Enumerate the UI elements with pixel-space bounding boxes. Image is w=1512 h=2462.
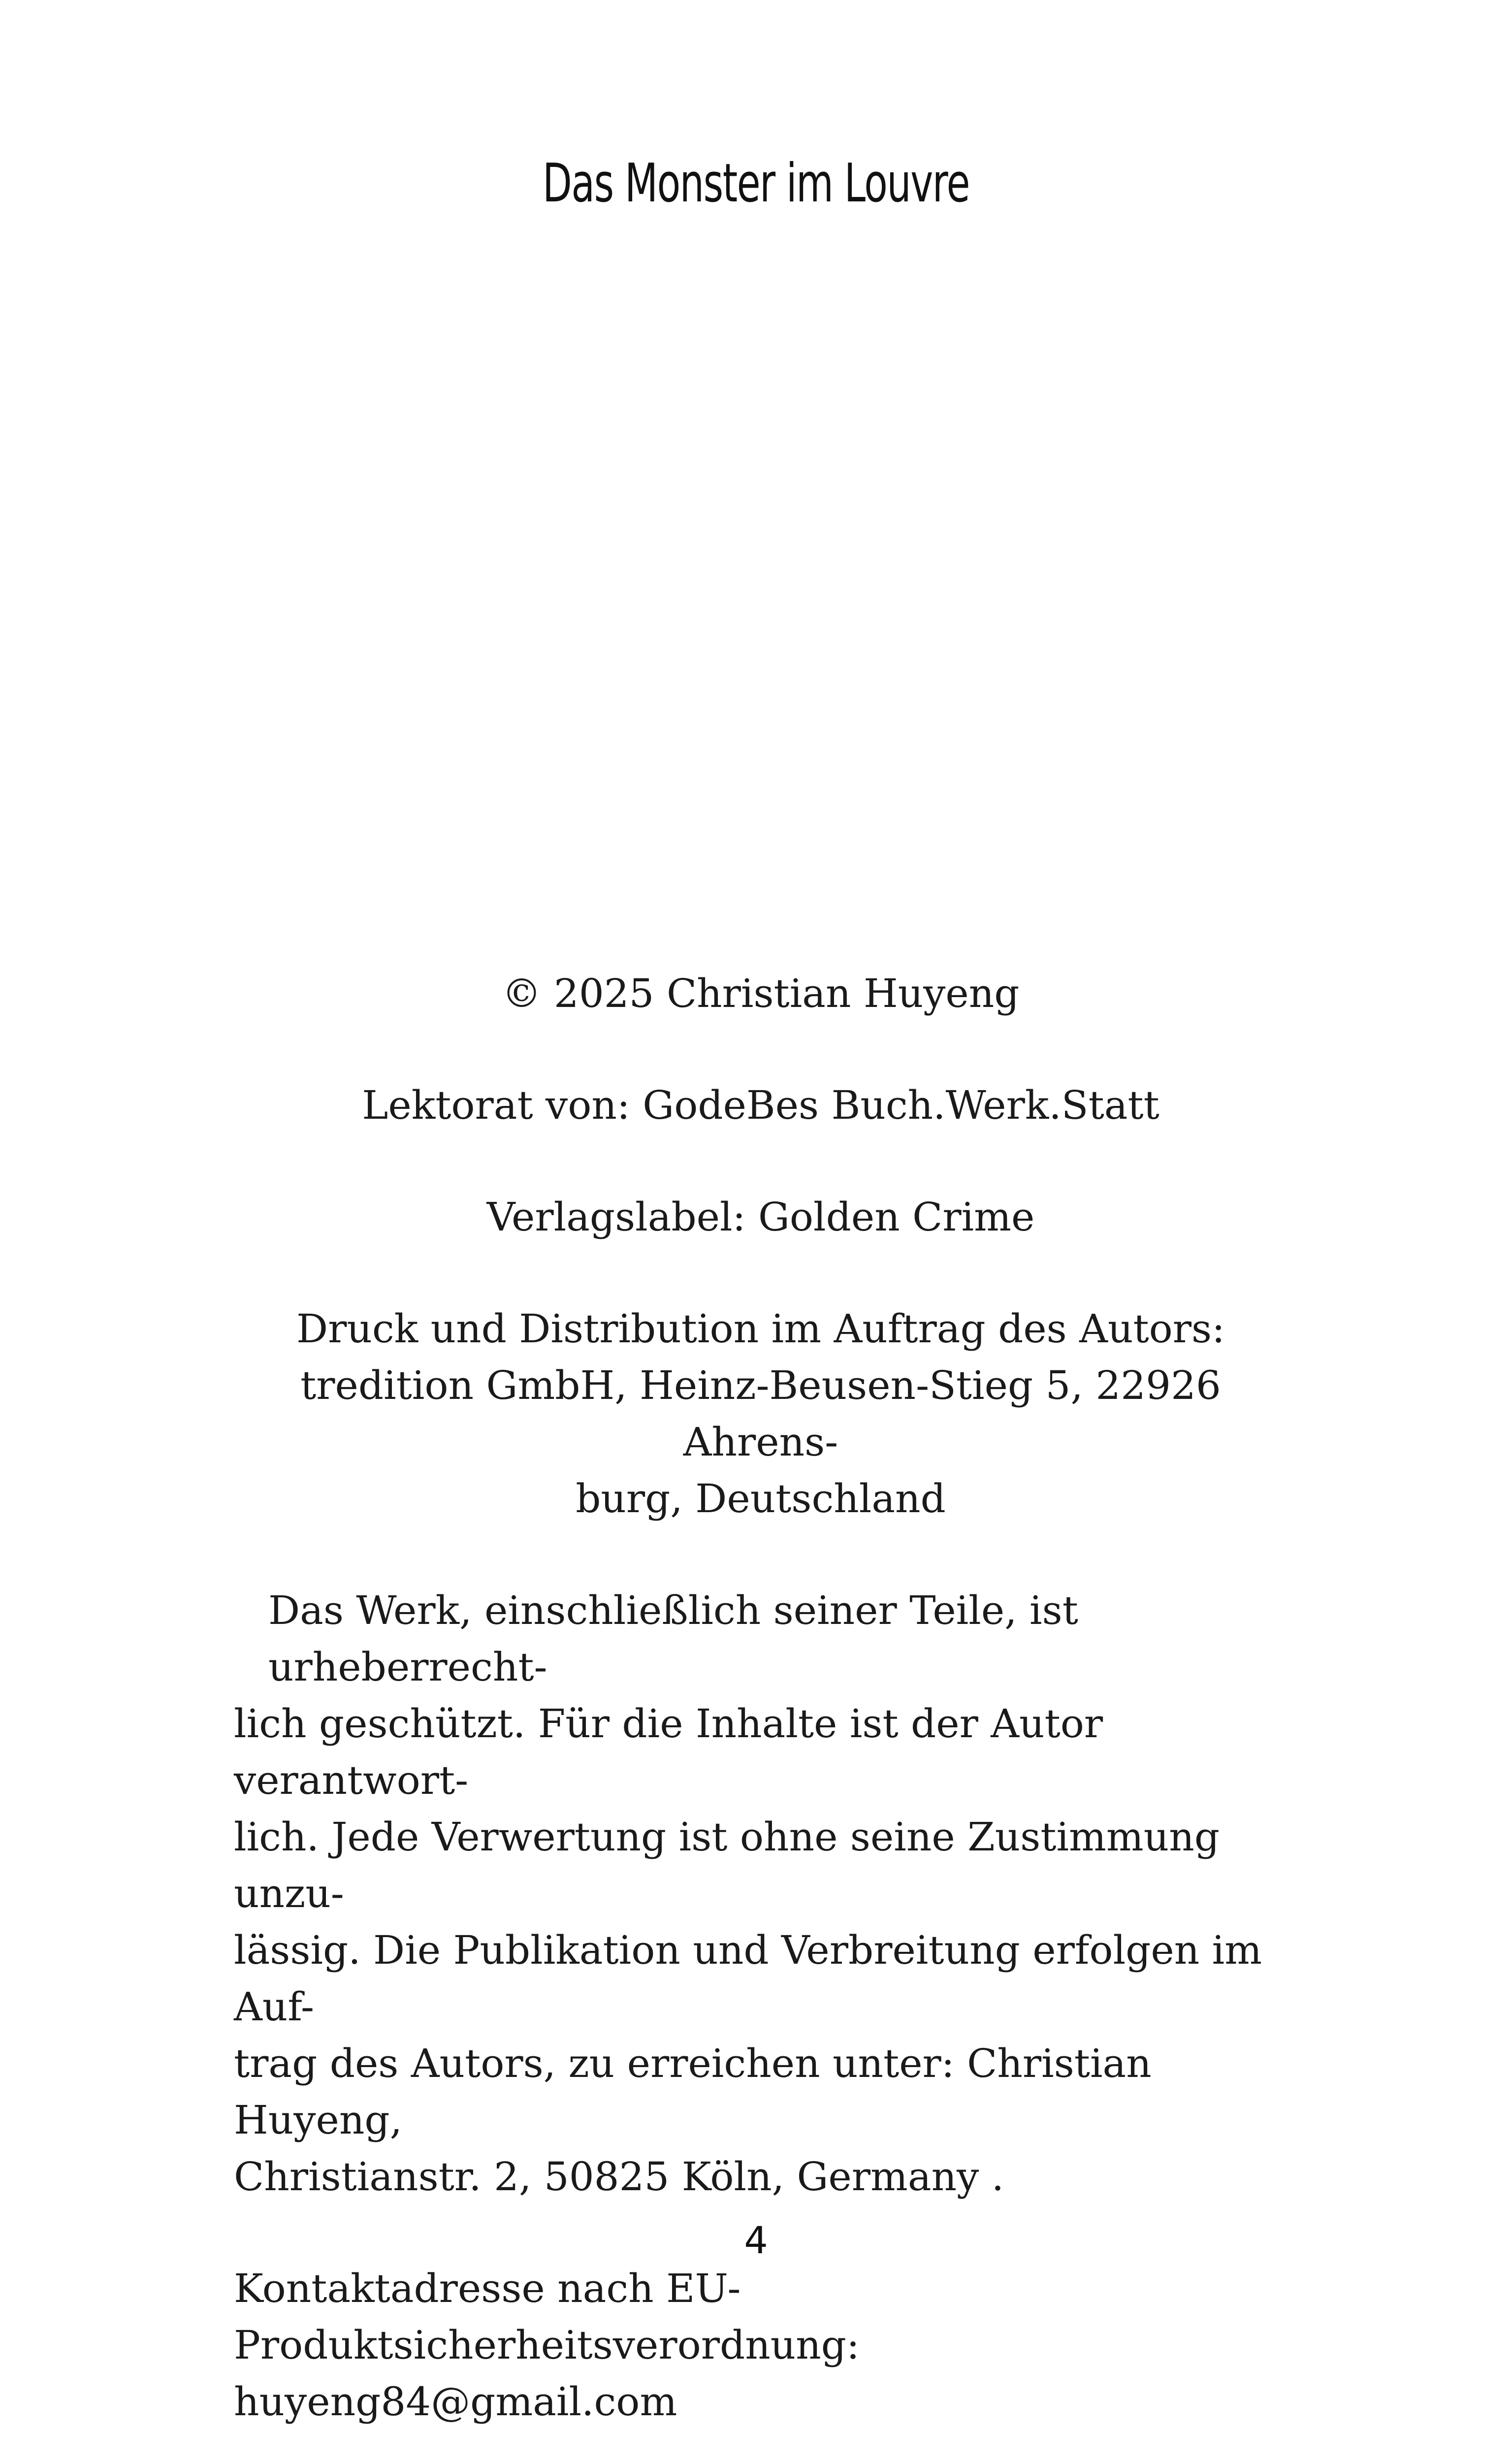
page-number: 4 [744,2218,768,2262]
rights-paragraph [234,1582,1287,2205]
running-header: Das Monster im Louvre [542,153,969,214]
contact-paragraph [234,2260,1287,2430]
rights-line: lich geschützt. Für die Inhalte ist der Autor verantwort- [234,1701,1103,1803]
rights-line: Christianstr. 2, 50825 Köln, Germany . [234,2154,1004,2200]
rights-line: trag des Autors, zu erreichen unter: Christian Huyeng, [234,2041,1152,2143]
copyright-line: © 2025 Christian Huyeng [502,971,1020,1016]
rights-line: lässig. Die Publikation und Verbreitung erfolgen im Auf- [234,1927,1262,2030]
editing-line: Lektorat von: GodeBes Buch.Werk.Statt [362,1082,1159,1128]
publisher-label-line: Verlagslabel: Golden Crime [486,1194,1035,1240]
print-line: Druck und Distribution im Auftrag des Autors: [296,1306,1225,1352]
print-line: burg, Deutschland [576,1476,946,1522]
contact-email: huyeng84@gmail.com [234,2379,677,2425]
print-line: tredition GmbH, Heinz-Beusen-Stieg 5, 22926 Ahrens- [300,1362,1221,1465]
contact-line: Kontaktadresse nach EU-Produktsicherheitsverordnung: [234,2266,860,2368]
rights-line: Das Werk, einschließlich seiner Teile, ist urheberrecht- [268,1587,1078,1690]
print-distribution-paragraph [234,1300,1287,1527]
rights-line: lich. Jede Verwertung ist ohne seine Zustimmung unzu- [234,1814,1220,1916]
